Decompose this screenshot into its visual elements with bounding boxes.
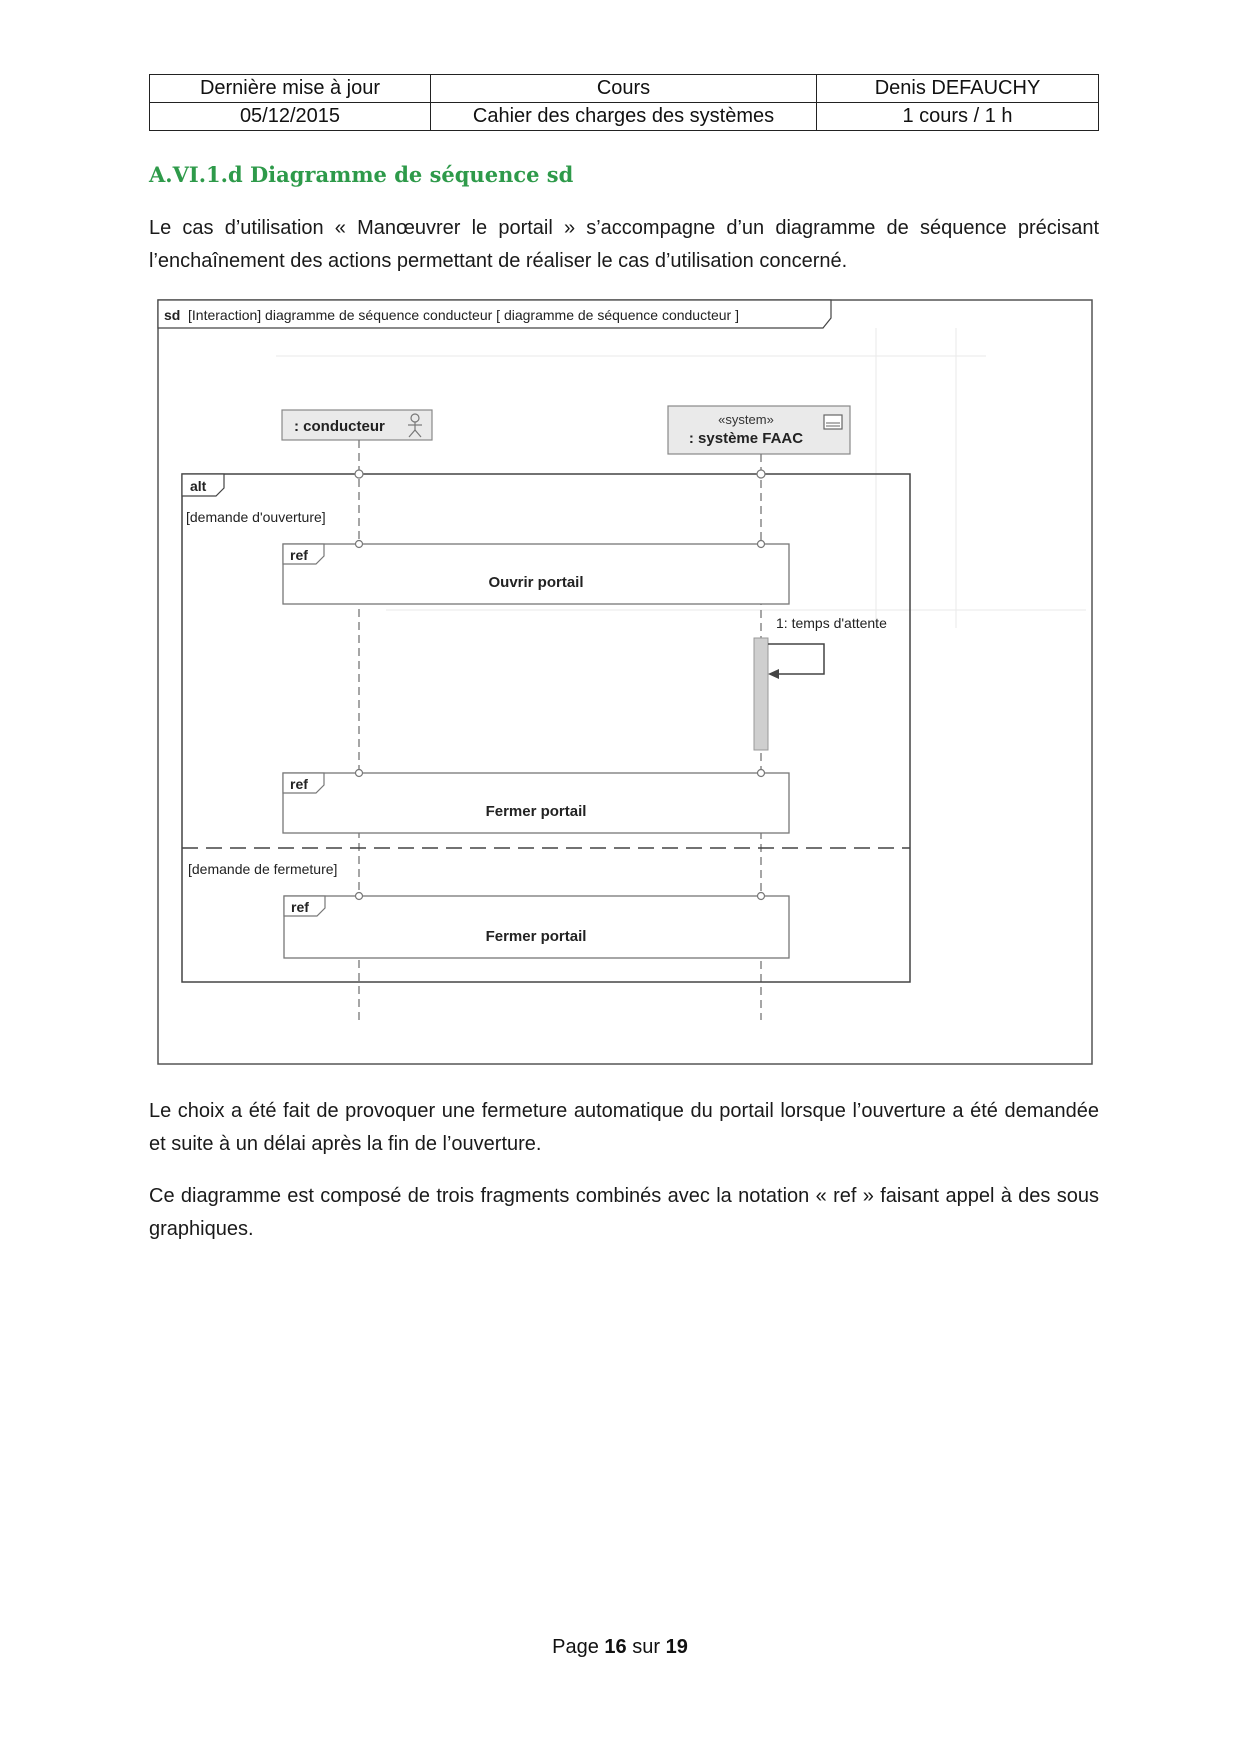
frame-keyword: sd <box>164 307 181 323</box>
header-course-title: Cahier des charges des systèmes <box>431 103 817 131</box>
ref-close-gate-1-label: Fermer portail <box>485 803 587 820</box>
lifeline-conducteur-label: : conducteur <box>294 418 385 435</box>
guard-opening: [demande d'ouverture] <box>186 509 326 525</box>
header-row-2 <box>150 103 1099 131</box>
lifeline-system-stereotype: «system» <box>718 412 774 427</box>
guard-closing: [demande de fermeture] <box>188 861 338 877</box>
block-icon <box>824 415 842 429</box>
header-author: Denis DEFAUCHY <box>817 75 1099 103</box>
header-date: 05/12/2015 <box>150 103 431 131</box>
page-footer <box>0 1636 1240 1659</box>
intro-paragraph: Le cas d’utilisation « Manœuvrer le portail » s’accompagne d’un diagramme de séquence précisant l’enchaînement des actions permettant de réaliser le cas d’utilisation concerné. <box>149 217 1099 272</box>
header-last-update-label: Dernière mise à jour <box>150 75 431 103</box>
execution-specification <box>754 638 768 750</box>
ref-keyword-3: ref <box>291 899 309 915</box>
ref-keyword-1: ref <box>290 547 308 563</box>
footer-page-prefix: Page <box>552 1636 599 1658</box>
ref-keyword-2: ref <box>290 776 308 792</box>
header-table <box>149 74 1099 131</box>
header-duration: 1 cours / 1 h <box>817 103 1099 131</box>
header-type-label: Cours <box>431 75 817 103</box>
lifeline-system-label: : système FAAC <box>688 430 804 447</box>
choice-paragraph: Le choix a été fait de provoquer une fermeture automatique du portail lorsque l’ouverture a été demandée et suite à un délai après la fin de l’ouverture. <box>149 1100 1099 1155</box>
footer-current-page: 16 <box>604 1636 627 1658</box>
sequence-diagram <box>156 298 1094 1068</box>
sequence-diagram-figure <box>156 298 1094 1068</box>
ref-open-gate-label: Ouvrir portail <box>488 574 584 591</box>
header-row-1 <box>150 75 1099 103</box>
ref-close-gate-2 <box>284 896 789 958</box>
section-title: A.VI.1.d Diagramme de séquence sd <box>149 162 574 187</box>
ref-close-gate-2-label: Fermer portail <box>485 928 587 945</box>
footer-sur: sur <box>632 1636 661 1658</box>
footer-total-pages: 19 <box>665 1636 688 1658</box>
frame-title: [Interaction] diagramme de séquence conducteur [ diagramme de séquence conducteur ] <box>188 307 739 323</box>
message-wait-label: 1: temps d'attente <box>776 615 887 631</box>
alt-keyword: alt <box>190 478 207 494</box>
composition-paragraph: Ce diagramme est composé de trois fragments combinés avec la notation « ref » faisant appel à des sous graphiques. <box>149 1185 1099 1240</box>
